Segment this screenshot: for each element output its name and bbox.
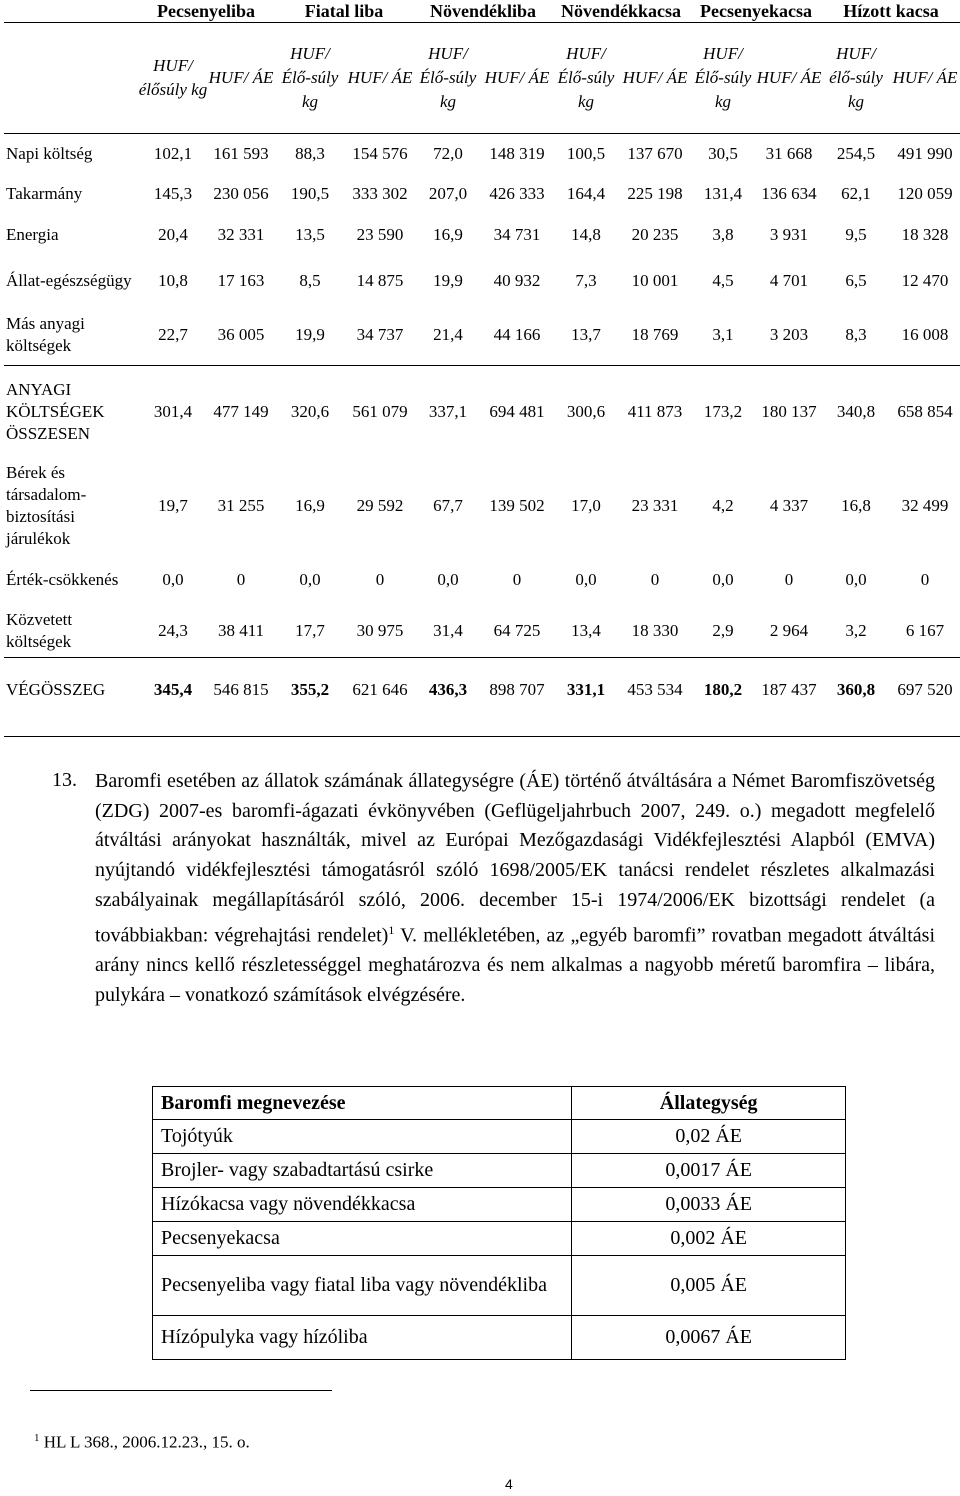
table-row (4, 458, 960, 554)
table-row (4, 658, 960, 722)
row-label: Más anyagi költségek (6, 314, 85, 356)
table-cell: 21,4 (433, 325, 463, 345)
table-cell: 3,2 (845, 621, 867, 641)
table-cell: 546 815 (208, 658, 274, 722)
table-cell: 31 255 (217, 495, 265, 515)
note-text: Baromfi esetében az állatok számának állategységre (ÁE) történő átváltására a Német Baromfiszövetség (ZDG) 2007-es baromfi-ágazati évkönyvében (Geflügeljahrbuch 2007, 249. o.) megadott megfelelő átváltási arányokat használták, mivel az Európai Mezőgazdasági Vidékfejlesztési Alapból (EMVA) nyújtandó vidékfejlesztési támogatásról szóló 1698/2005/EK tanácsi rendelet részletes alkalmazási szabályainak megállapításáról szóló, 2006. december 15-i 1974/2006/EK bizottsági rendelet (a továbbiakban: végrehajtási rendelet) (95, 770, 935, 947)
table-cell: 32 331 (217, 224, 265, 244)
table-cell: 0,0 (575, 569, 597, 589)
group-header: Pecsenyeliba (157, 1, 255, 21)
table-cell: 131,4 (703, 183, 743, 203)
table-cell: 44 166 (493, 325, 541, 345)
table-cell: 31,4 (433, 621, 463, 641)
unit-header: HUF/ Élő-súly kg (274, 23, 346, 134)
livestock-unit-cell: 0,005 ÁE (572, 1256, 846, 1316)
table-cell: 0 (784, 569, 794, 589)
table-cell: 190,5 (290, 183, 330, 203)
table-cell: 102,1 (138, 134, 208, 174)
table-cell: 301,4 (138, 366, 208, 458)
table-cell: 6 167 (905, 621, 945, 641)
note-text-continued: V. mellékletében, az „egyéb baromfi” rovatban megadott átváltási arány nincs kellő részletességgel meghatározva és nem alkalmas a nagyobb méretű baromfira – libára, pulykára – vonatkozó számítások elvégzésére. (95, 924, 935, 1006)
table-cell: 34 737 (356, 325, 404, 345)
table-row (4, 606, 960, 658)
poultry-name-cell: Pecsenyeliba vagy fiatal liba vagy növendékliba (153, 1256, 572, 1316)
row-label: Állat-egészségügy (6, 270, 132, 290)
livestock-unit-cell: 0,0017 ÁE (572, 1154, 846, 1188)
table-row (4, 256, 960, 306)
table-cell: 16,9 (295, 495, 325, 515)
table-cell: 0 (920, 569, 930, 589)
table-cell: 88,3 (274, 134, 346, 174)
table-cell: 34 731 (493, 224, 541, 244)
table-cell: 0,0 (299, 569, 321, 589)
table-cell: 4 337 (769, 495, 809, 515)
cost-table (4, 0, 960, 722)
poultry-name-cell: Pecsenyekacsa (153, 1222, 572, 1256)
table-cell: 331,1 (552, 658, 620, 722)
table-cell: 32 499 (901, 495, 949, 515)
table-cell: 694 481 (482, 366, 552, 458)
table-cell: 36 005 (217, 325, 265, 345)
table-cell: 8,3 (845, 325, 867, 345)
table-cell: 13,5 (295, 224, 325, 244)
table-cell: 20 235 (631, 224, 679, 244)
table-cell: 23 331 (631, 495, 679, 515)
unit-header: HUF/ élősúly kg (138, 23, 208, 134)
group-header: Növendékliba (429, 1, 537, 21)
table-cell: 561 079 (346, 366, 414, 458)
table-cell: 0,0 (712, 569, 734, 589)
table-cell: 426 333 (489, 183, 545, 203)
table-cell: 30,5 (690, 134, 756, 174)
table-cell: 20,4 (158, 224, 188, 244)
table-cell: 225 198 (627, 183, 683, 203)
table-cell: 13,7 (571, 325, 601, 345)
row-label: Energia (6, 224, 59, 244)
table-cell: 14 875 (356, 270, 404, 290)
table-row (4, 554, 960, 606)
table-cell: 898 707 (482, 658, 552, 722)
table-cell: 16,9 (433, 224, 463, 244)
table-cell: 24,3 (158, 621, 188, 641)
conversion-table (152, 1086, 846, 1360)
conversion-header-row (153, 1087, 846, 1120)
table-cell: 436,3 (414, 658, 482, 722)
table-cell: 19,7 (158, 495, 188, 515)
table-cell: 2 964 (769, 621, 809, 641)
table-cell: 40 932 (493, 270, 541, 290)
table-cell: 0,0 (162, 569, 184, 589)
poultry-name-cell: Hízókacsa vagy növendékkacsa (153, 1188, 572, 1222)
table-cell: 137 670 (620, 134, 690, 174)
table-cell: 136 634 (761, 183, 817, 203)
table-cell: 67,7 (433, 495, 463, 515)
table-cell: 16 008 (901, 325, 949, 345)
row-label: Bérek és társadalom-biztosítási járulékok (6, 462, 87, 548)
table-cell: 180 137 (756, 366, 822, 458)
row-label: ANYAGI KÖLTSÉGEK ÖSSZESEN (4, 366, 138, 458)
unit-header: HUF/ élő-súly kg (822, 23, 890, 134)
footnote (34, 1432, 250, 1453)
table-row (4, 306, 960, 366)
row-label: Közvetett költségek (6, 610, 73, 652)
table-cell: 17,7 (295, 621, 325, 641)
unit-header: HUF/ ÁE (346, 23, 414, 134)
unit-header: HUF/ ÁE (208, 23, 274, 134)
table-cell: 10,8 (158, 270, 188, 290)
table-cell: 148 319 (482, 134, 552, 174)
row-label: Napi költség (4, 134, 138, 174)
table-cell: 2,9 (712, 621, 734, 641)
table-cell: 145,3 (153, 183, 193, 203)
table-cell: 254,5 (822, 134, 890, 174)
table-cell: 13,4 (571, 621, 601, 641)
poultry-name-cell: Brojler- vagy szabadtartású csirke (153, 1154, 572, 1188)
table-cell: 7,3 (575, 270, 597, 290)
table-cell: 154 576 (346, 134, 414, 174)
table-cell: 187 437 (756, 658, 822, 722)
table-cell: 17 163 (217, 270, 265, 290)
table-cell: 0,0 (437, 569, 459, 589)
table-cell: 320,6 (274, 366, 346, 458)
table-cell: 207,0 (428, 183, 468, 203)
table-cell: 6,5 (845, 270, 867, 290)
table-cell: 4,5 (712, 270, 734, 290)
table-row (4, 214, 960, 256)
conversion-row (153, 1120, 846, 1154)
table-cell: 453 534 (620, 658, 690, 722)
table-cell: 17,0 (571, 495, 601, 515)
table-cell: 697 520 (890, 658, 960, 722)
unit-header: HUF/ ÁE (756, 23, 822, 134)
table-cell: 230 056 (213, 183, 269, 203)
table-cell: 0 (236, 569, 246, 589)
table-cell: 491 990 (890, 134, 960, 174)
table-cell: 180,2 (690, 658, 756, 722)
table-cell: 3 931 (769, 224, 809, 244)
footnote-reference: 1 (388, 922, 395, 937)
header-livestock-unit: Állategység (572, 1087, 846, 1120)
table-cell: 621 646 (346, 658, 414, 722)
table-cell: 22,7 (158, 325, 188, 345)
table-cell: 337,1 (414, 366, 482, 458)
table-cell: 9,5 (845, 224, 867, 244)
poultry-name-cell: Hízópulyka vagy hízóliba (153, 1316, 572, 1360)
table-row (4, 366, 960, 458)
table-cell: 0 (375, 569, 385, 589)
table-cell: 333 302 (352, 183, 408, 203)
unit-header: HUF/ ÁE (890, 23, 960, 134)
table-cell: 16,8 (841, 495, 871, 515)
livestock-unit-cell: 0,0067 ÁE (572, 1316, 846, 1360)
table-cell: 3,1 (712, 325, 734, 345)
table-cell: 38 411 (217, 621, 265, 641)
table-cell: 120 059 (897, 183, 953, 203)
empty-header-cell (4, 0, 138, 23)
livestock-unit-cell: 0,02 ÁE (572, 1120, 846, 1154)
table-cell: 23 590 (356, 224, 404, 244)
table-cell: 10 001 (631, 270, 679, 290)
unit-header: HUF/ Élő-súly kg (414, 23, 482, 134)
table-cell: 173,2 (690, 366, 756, 458)
table-cell: 0 (512, 569, 522, 589)
table-cell: 345,4 (138, 658, 208, 722)
table-cell: 12 470 (901, 270, 949, 290)
table-cell: 477 149 (208, 366, 274, 458)
group-header: Növendékkacsa (560, 1, 681, 21)
table-cell: 72,0 (414, 134, 482, 174)
footnote-text: HL L 368., 2006.12.23., 15. o. (43, 1432, 250, 1452)
conversion-row (153, 1256, 846, 1316)
conversion-row (153, 1316, 846, 1360)
table-cell: 340,8 (822, 366, 890, 458)
table-cell: 30 975 (356, 621, 404, 641)
group-header: Pecsenyekacsa (700, 1, 812, 21)
row-label: Érték-csökkenés (6, 569, 119, 589)
table-cell: 19,9 (295, 325, 325, 345)
table-cell: 360,8 (822, 658, 890, 722)
table-cell: 18 330 (631, 621, 679, 641)
poultry-name-cell: Tojótyúk (153, 1120, 572, 1154)
table-cell: 14,8 (571, 224, 601, 244)
table-cell: 19,9 (433, 270, 463, 290)
table-cell: 3,8 (712, 224, 734, 244)
conversion-row (153, 1222, 846, 1256)
table-row (4, 134, 960, 174)
table-cell: 31 668 (756, 134, 822, 174)
livestock-unit-cell: 0,0033 ÁE (572, 1188, 846, 1222)
table-cell: 8,5 (299, 270, 321, 290)
note-number: 13. (52, 769, 77, 791)
table-cell: 658 854 (890, 366, 960, 458)
table-cell: 139 502 (489, 495, 545, 515)
table-cell: 64 725 (493, 621, 541, 641)
table-cell: 161 593 (208, 134, 274, 174)
group-header: Fiatal liba (304, 1, 384, 21)
group-header: Hízott kacsa (843, 1, 939, 21)
table-row (4, 174, 960, 214)
row-label: Takarmány (6, 183, 83, 203)
livestock-unit-cell: 0,002 ÁE (572, 1222, 846, 1256)
table-cell: 3 203 (769, 325, 809, 345)
unit-header-row (4, 23, 960, 134)
unit-header: HUF/ ÁE (482, 23, 552, 134)
note-paragraph (95, 767, 935, 1010)
footnote-separator (30, 1390, 332, 1391)
table-cell: 164,4 (566, 183, 606, 203)
unit-header: HUF/ ÁE (620, 23, 690, 134)
conversion-row (153, 1188, 846, 1222)
unit-header: HUF/ Élő-súly kg (552, 23, 620, 134)
table-cell: 4 701 (769, 270, 809, 290)
header-poultry-name: Baromfi megnevezése (153, 1087, 572, 1120)
table-cell: 411 873 (620, 366, 690, 458)
table-cell: 18 769 (631, 325, 679, 345)
table-cell: 62,1 (841, 183, 871, 203)
page-number: 4 (505, 1476, 513, 1492)
table-cell: 4,2 (712, 495, 734, 515)
table-cell: 100,5 (552, 134, 620, 174)
group-header-row (4, 0, 960, 23)
footnote-marker: 1 (34, 1432, 40, 1444)
empty-header-cell (4, 23, 138, 134)
table-bottom-rule (4, 736, 960, 737)
table-cell: 0,0 (845, 569, 867, 589)
table-cell: 0 (650, 569, 660, 589)
table-cell: 29 592 (356, 495, 404, 515)
table-cell: 355,2 (274, 658, 346, 722)
table-cell: 300,6 (552, 366, 620, 458)
row-label: VÉGÖSSZEG (4, 658, 138, 722)
unit-header: HUF/ Élő-súly kg (690, 23, 756, 134)
conversion-row (153, 1154, 846, 1188)
table-cell: 18 328 (901, 224, 949, 244)
